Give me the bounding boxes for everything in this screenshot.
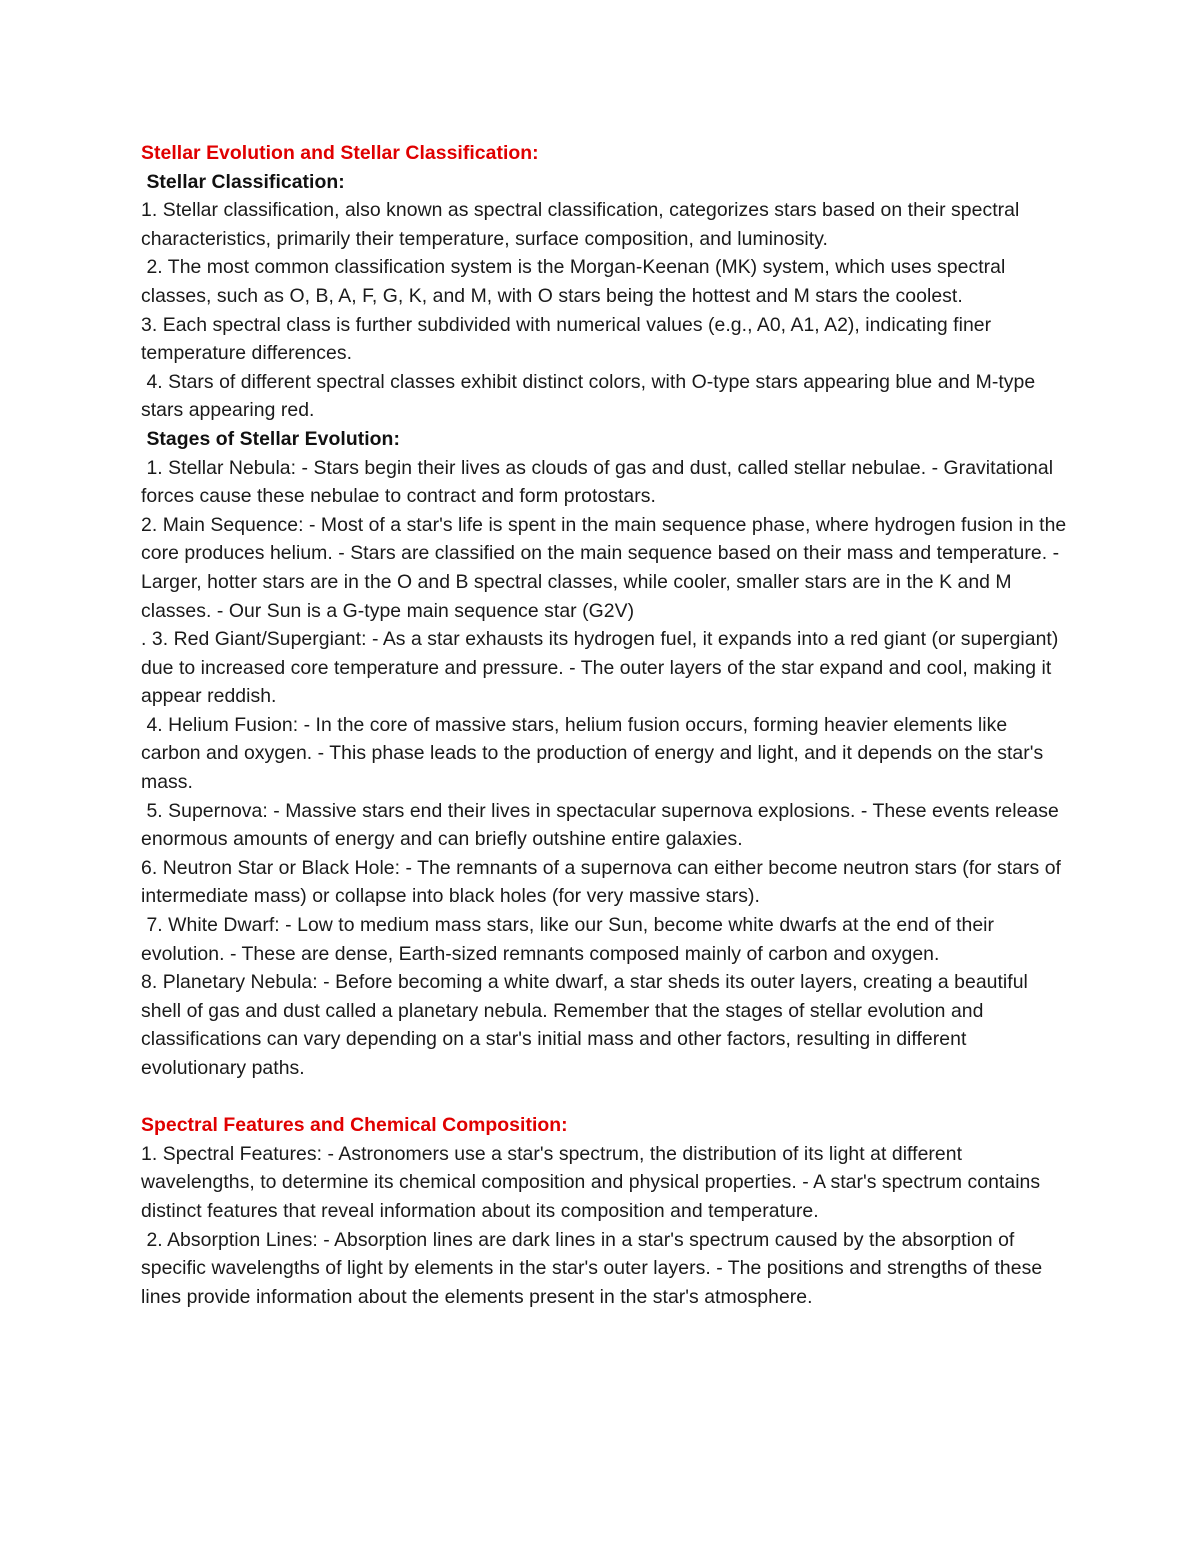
- document-page: [141, 139, 1071, 1311]
- subsection-heading-stellar-classification: Stellar Classification:: [141, 170, 345, 193]
- evolution-paragraph-5: 5. Supernova: - Massive stars end their lives in spectacular supernova explosions. - These events release enormous amounts of energy and can briefly outshine entire galaxies.: [141, 799, 1065, 851]
- evolution-paragraph-7: 7. White Dwarf: - Low to medium mass stars, like our Sun, become white dwarfs at the end of their evolution. - These are dense, Earth-sized remnants composed mainly of carbon and oxygen.: [141, 914, 1000, 965]
- evolution-paragraph-1: 1. Stellar Nebula: - Stars begin their lives as clouds of gas and dust, called stellar nebulae. - Gravitational forces cause these nebulae to contract and form protostars.: [141, 456, 1059, 508]
- section-title-spectral-features: Spectral Features and Chemical Composition:: [141, 1114, 568, 1137]
- section-spacer: [141, 1083, 1071, 1112]
- evolution-paragraph-4: 4. Helium Fusion: - In the core of massive stars, helium fusion occurs, forming heavier elements like carbon and oxygen. - This phase leads to the production of energy and light, and it depends on the star's mass.: [141, 713, 1049, 794]
- classification-paragraph-3: 3. Each spectral class is further subdivided with numerical values (e.g., A0, A1, A2), indicating finer temperature differences.: [141, 313, 997, 365]
- classification-paragraph-2: 2. The most common classification system is the Morgan-Keenan (MK) system, which uses spectral classes, such as O, B, A, F, G, K, and M, with O stars being the hottest and M stars the coolest.: [141, 256, 1011, 307]
- classification-paragraph-1: 1. Stellar classification, also known as spectral classification, categorizes stars based on their spectral characteristics, primarily their temperature, surface composition, and luminosity.: [141, 199, 1025, 250]
- section-title-stellar-evolution: Stellar Evolution and Stellar Classification:: [141, 142, 539, 164]
- spectral-paragraph-2: 2. Absorption Lines: - Absorption lines are dark lines in a star's spectrum caused by the absorption of specific wavelengths of light by elements in the star's outer layers. - The positions and strengths of these lines provide information about the elements present in the star's atmosphere.: [141, 1228, 1048, 1308]
- evolution-paragraph-6: 6. Neutron Star or Black Hole: - The remnants of a supernova can either become neutron stars (for stars of intermediate mass) or collapse into black holes (for very massive stars).: [141, 856, 1067, 908]
- evolution-paragraph-3: . 3. Red Giant/Supergiant: - As a star exhausts its hydrogen fuel, it expands into a red giant (or supergiant) due to increased core temperature and pressure. - The outer layers of the star expand and cool, making it appear reddish.: [141, 628, 1064, 708]
- subsection-heading-stages-of-evolution: Stages of Stellar Evolution:: [141, 427, 400, 450]
- spectral-paragraph-1: 1. Spectral Features: - Astronomers use a star's spectrum, the distribution of its light at different wavelengths, to determine its chemical composition and physical properties. - A star's spectrum contains distinct features that reveal information about its composition and temperature.: [141, 1142, 1046, 1222]
- classification-paragraph-4: 4. Stars of different spectral classes exhibit distinct colors, with O-type stars appearing blue and M-type stars appearing red.: [141, 370, 1041, 422]
- evolution-paragraph-2: 2. Main Sequence: - Most of a star's life is spent in the main sequence phase, where hydrogen fusion in the core produces helium. - Stars are classified on the main sequence based on their mass and temperature. - Larger, hotter stars are in the O and B spectral classes, while cooler, smaller stars are in the K and M classes. - Our Sun is a G-type main sequence star (G2V): [141, 513, 1072, 622]
- evolution-paragraph-8: 8. Planetary Nebula: - Before becoming a white dwarf, a star sheds its outer layers, creating a beautiful shell of gas and dust called a planetary nebula. Remember that the stages of stellar evolution and classifications can vary depending on a star's initial mass and other factors, resulting in different evolutionary paths.: [141, 971, 1034, 1079]
